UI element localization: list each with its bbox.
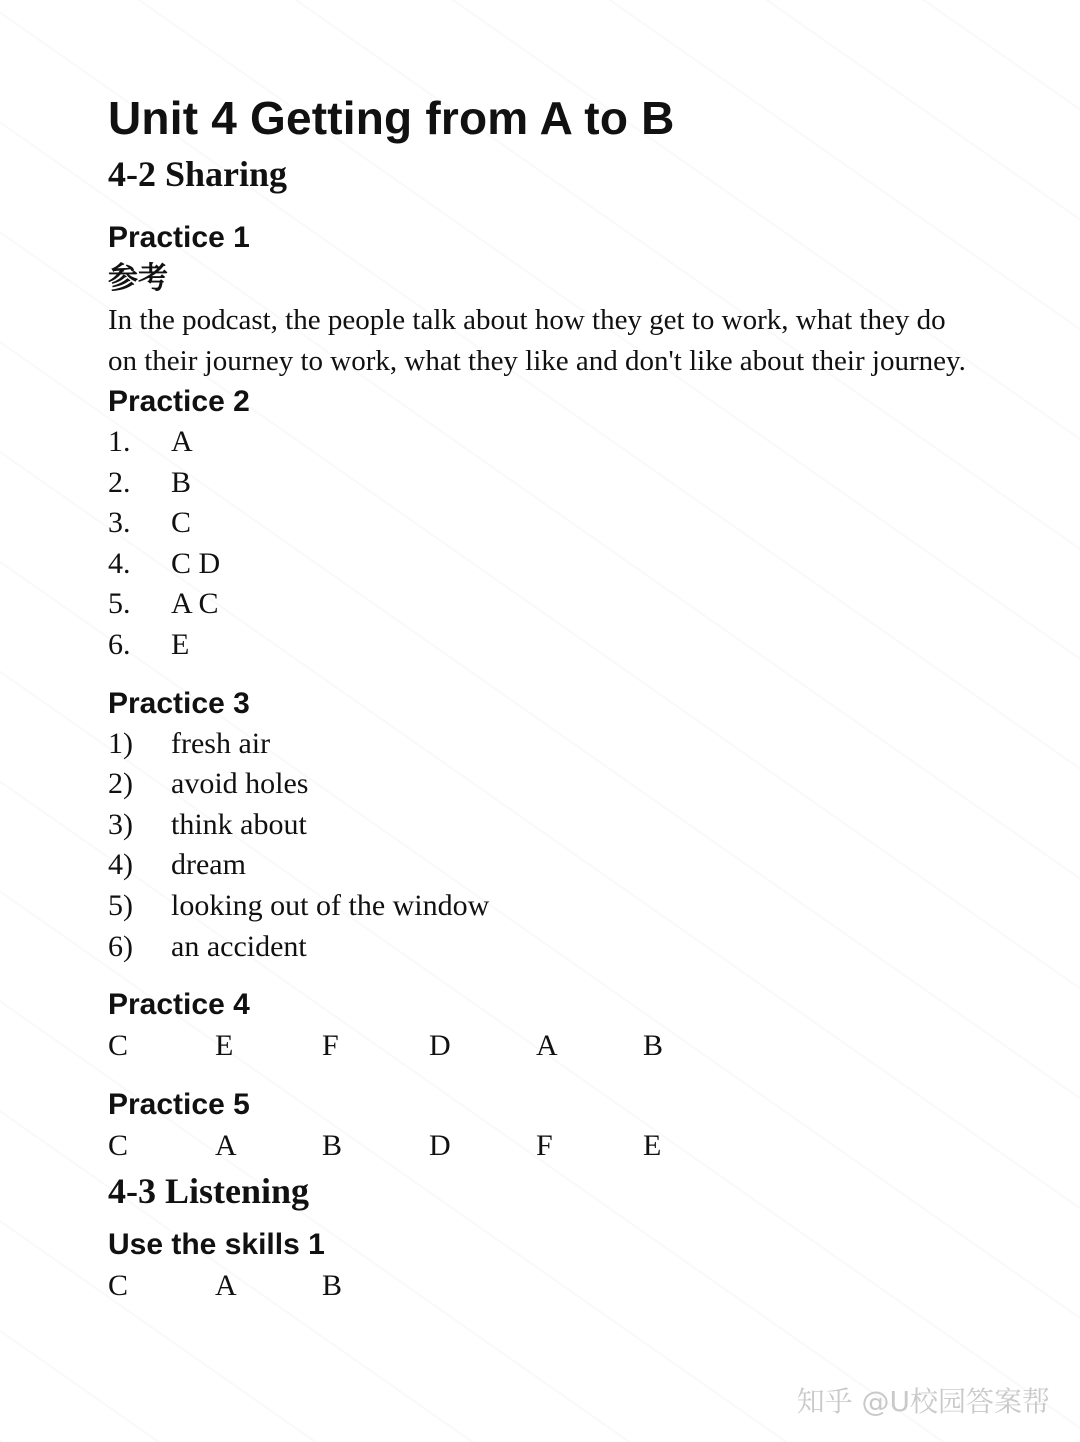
item-number: 3): [108, 807, 133, 841]
item-number: 2): [108, 767, 133, 801]
answer-letter: E: [643, 1129, 662, 1163]
list-item: [108, 625, 1008, 666]
item-answer: B: [171, 465, 192, 499]
item-answer: E: [171, 627, 190, 661]
item-answer: fresh air: [171, 726, 271, 760]
list-item: [108, 764, 1008, 805]
list-item: [108, 422, 1008, 463]
answer-letter: A: [215, 1129, 237, 1163]
answer-letter: E: [215, 1029, 234, 1063]
answer-letter: A: [215, 1269, 237, 1303]
item-answer: looking out of the window: [171, 888, 490, 922]
answer-letter: B: [322, 1269, 343, 1303]
item-number: 4.: [108, 546, 131, 580]
item-number: 2.: [108, 465, 131, 499]
item-number: 3.: [108, 506, 131, 540]
item-answer: A C: [171, 587, 219, 621]
answer-letter: C: [108, 1129, 129, 1163]
list-item: [108, 584, 1008, 625]
list-item: [108, 463, 1008, 504]
item-answer: think about: [171, 807, 307, 841]
answer-letter: B: [643, 1029, 664, 1063]
item-answer: A: [171, 425, 193, 458]
answer-letter: D: [429, 1129, 451, 1163]
item-answer: C D: [171, 546, 221, 580]
practice-3-title: Practice 3: [108, 686, 250, 720]
item-answer: dream: [171, 848, 246, 882]
list-item: [108, 927, 1008, 968]
list-item: [108, 886, 1008, 927]
item-number: 1): [108, 726, 133, 760]
list-item: [108, 503, 1008, 544]
list-item: [108, 544, 1008, 585]
answer-letter: F: [536, 1129, 553, 1163]
watermark-text: 知乎 @U校园答案帮: [796, 1385, 1050, 1418]
practice-2-title: Practice 2: [108, 385, 250, 418]
item-answer: C: [171, 506, 192, 540]
item-answer: an accident: [171, 929, 307, 963]
unit-title: Unit 4 Getting from A to B: [108, 92, 675, 144]
item-number: 6.: [108, 627, 131, 661]
list-item: [108, 724, 1008, 765]
practice-5-title: Practice 5: [108, 1088, 250, 1122]
practice-5-answers: [108, 1125, 1008, 1167]
list-item: [108, 805, 1008, 846]
answer-letter: B: [322, 1129, 343, 1163]
item-number: 6): [108, 929, 133, 963]
section-title-sharing: 4-2 Sharing: [108, 154, 288, 194]
list-item: [108, 845, 1008, 886]
item-number: 4): [108, 848, 133, 882]
item-number: 5.: [108, 587, 131, 621]
answer-letter: D: [429, 1029, 451, 1063]
practice-4-answers: [108, 1025, 1008, 1067]
practice-4-title: Practice 4: [108, 988, 250, 1022]
item-number: 1.: [108, 425, 131, 458]
use-skills-1-title: Use the skills 1: [108, 1228, 325, 1262]
section-title-listening: 4-3 Listening: [108, 1171, 310, 1212]
practice-1-answer-text: In the podcast, the people talk about how they get to work, what they do on their journey to work, what they like and don't like about their journey.: [108, 304, 966, 377]
practice-1-title: Practice 1: [108, 221, 250, 254]
answer-letter: C: [108, 1269, 129, 1303]
use-skills-1-answers: [108, 1265, 1008, 1307]
practice-2-list: [108, 422, 1008, 666]
answer-letter: C: [108, 1029, 129, 1063]
answer-letter: A: [536, 1029, 558, 1063]
reference-label: 参考: [108, 261, 168, 296]
answer-sheet: [108, 88, 1008, 1307]
item-number: 5): [108, 888, 133, 922]
item-answer: avoid holes: [171, 767, 309, 801]
answer-letter: F: [322, 1029, 339, 1063]
practice-3-list: [108, 724, 1008, 968]
